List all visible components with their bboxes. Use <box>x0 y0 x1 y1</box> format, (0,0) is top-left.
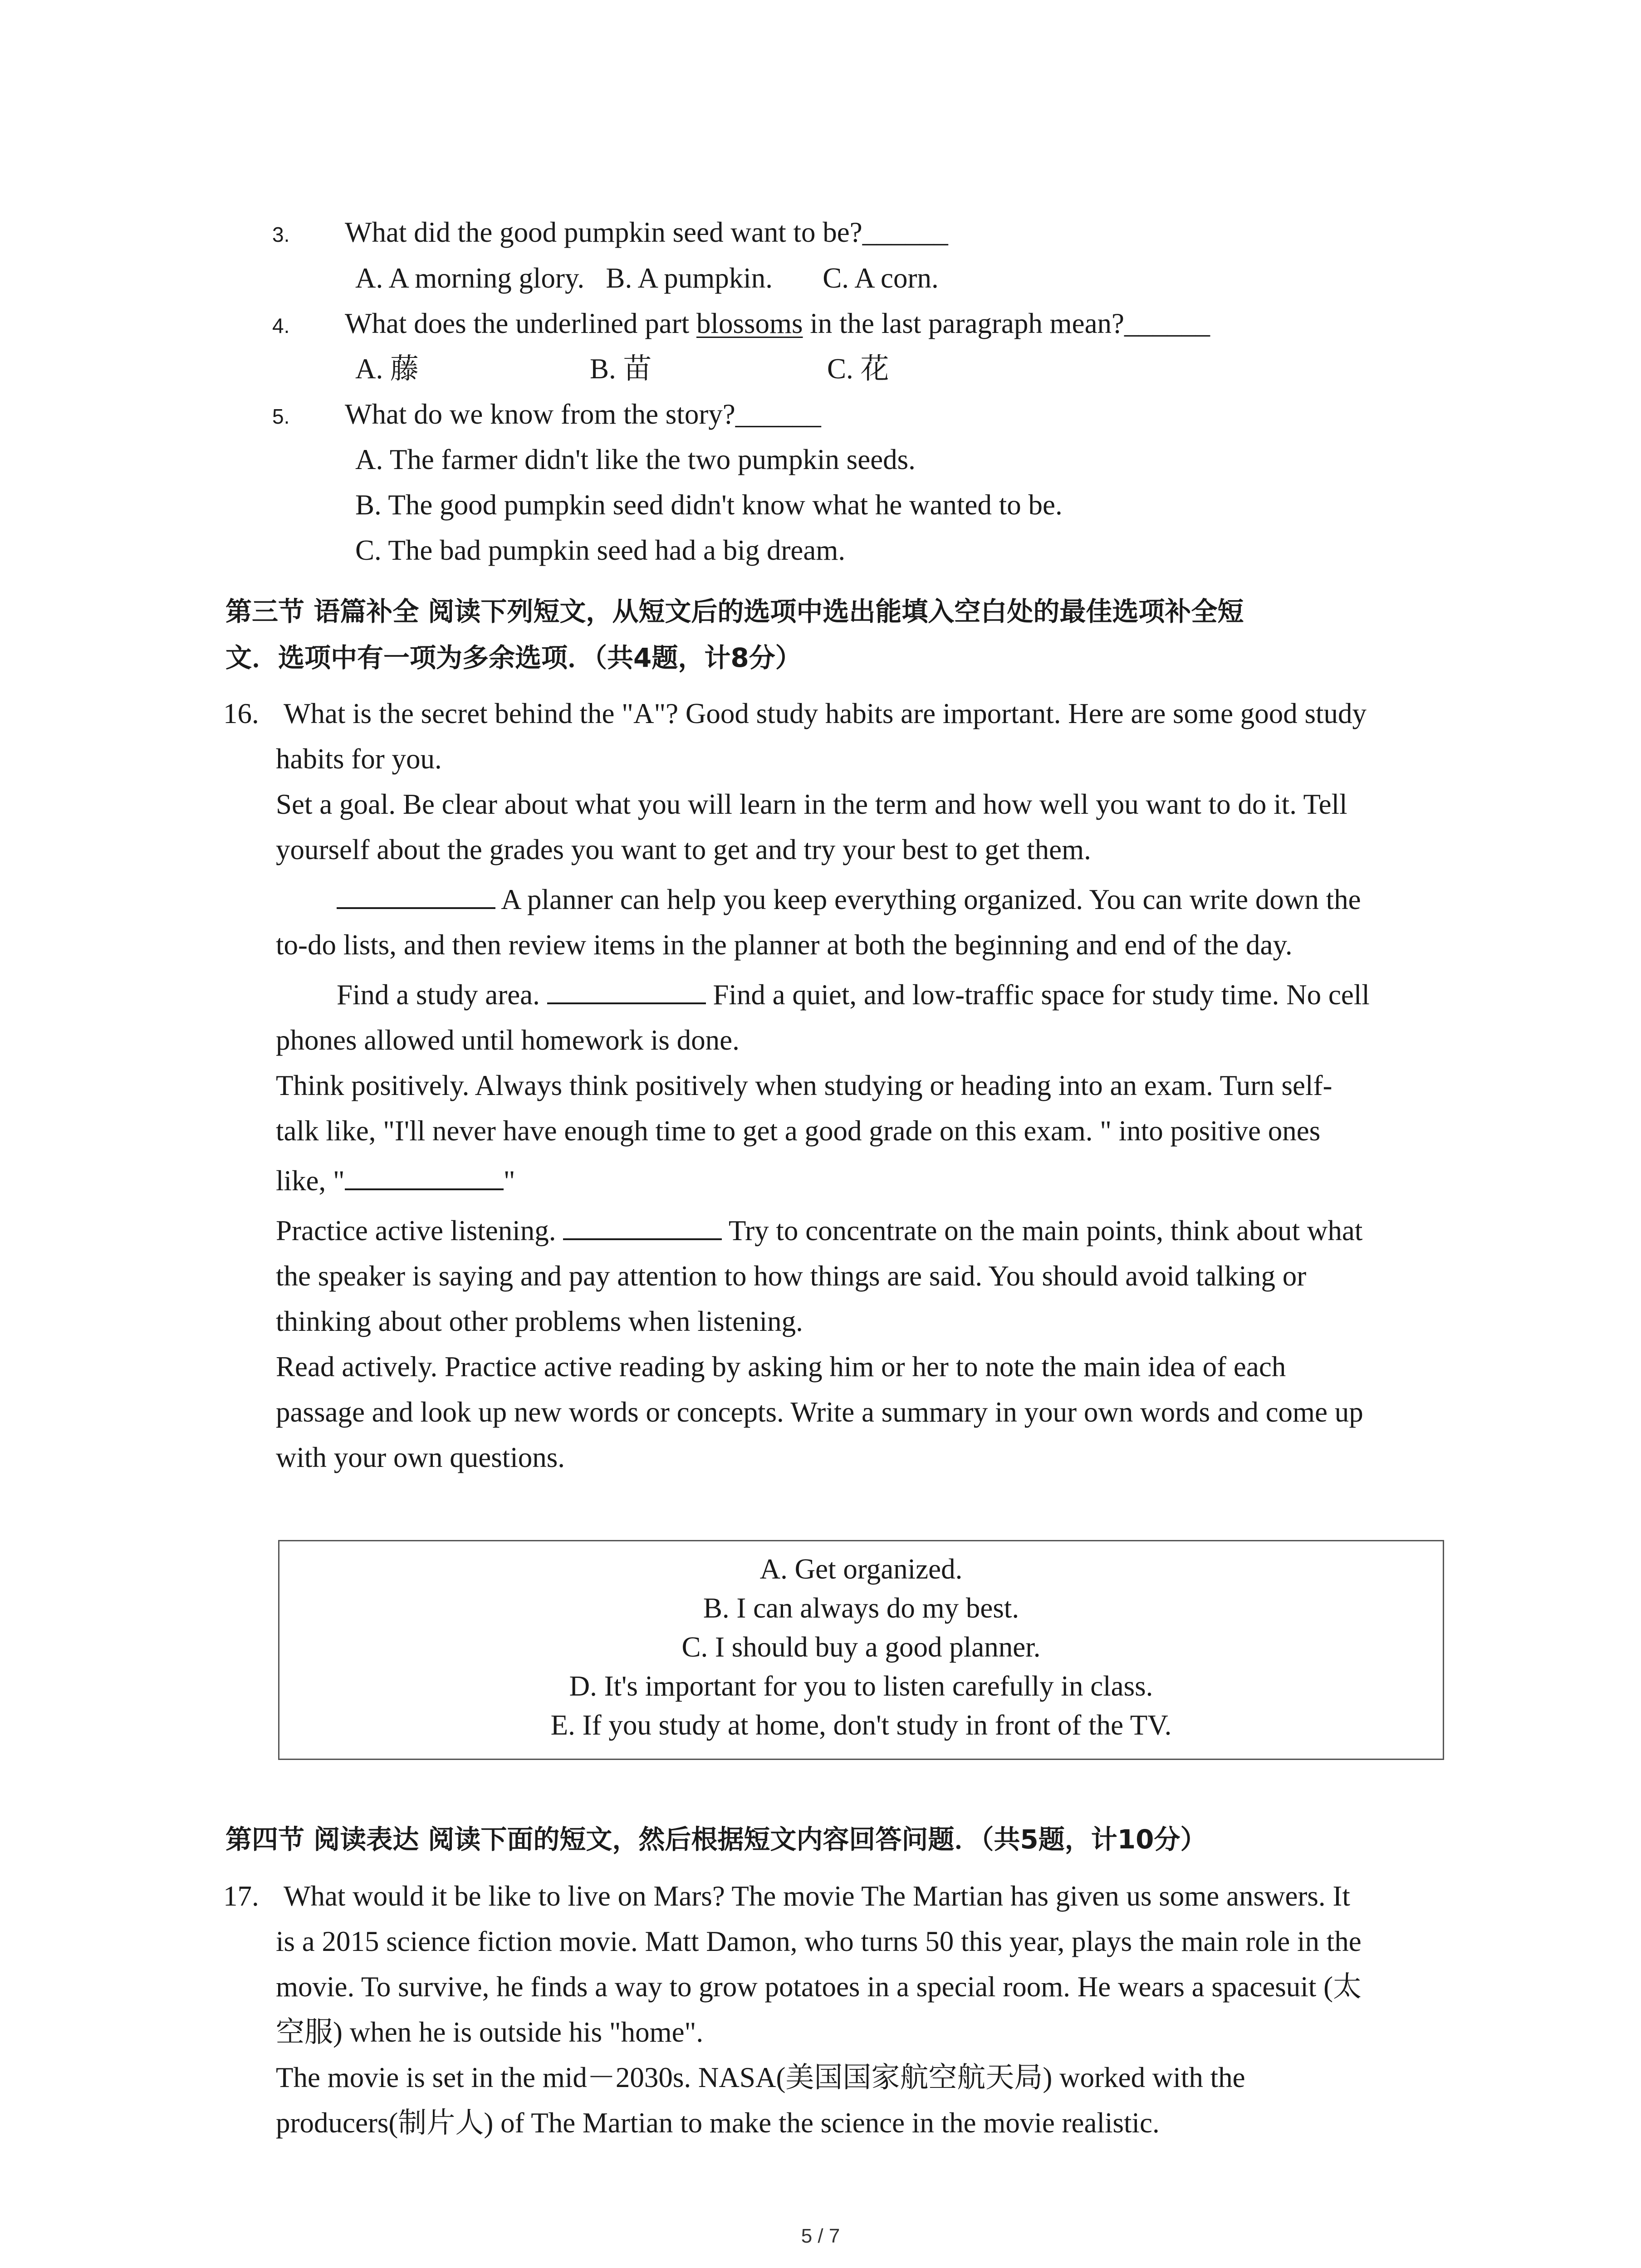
passage-16-number: 16. <box>223 698 259 729</box>
passage-16-line: Read actively. Practice active reading by asking him or her to note the main idea of each <box>276 1351 1286 1383</box>
question-3-text: What did the good pumpkin seed want to be?______ <box>345 216 948 248</box>
passage-16-line: the speaker is saying and pay attention to how things are said. You should avoid talking or <box>276 1260 1307 1292</box>
section-3-heading-line-2: 文．选项中有一项为多余选项．（共4题，计8分） <box>225 642 802 673</box>
question-number: 5. <box>272 405 290 428</box>
passage-16-line: yourself about the grades you want to get and try your best to get them. <box>276 834 1091 865</box>
passage-16-text: Practice active listening. <box>276 1215 563 1246</box>
option-e: E. If you study at home, don't study in front of the TV. <box>550 1709 1172 1741</box>
question-5-text: What do we know from the story?______ <box>345 398 821 430</box>
passage-17-text: ) of The Martian to make the science in the movie realistic. <box>484 2107 1160 2139</box>
answer-blank[interactable] <box>563 1216 722 1240</box>
passage-16-line <box>337 972 1370 1017</box>
passage-16-line: phones allowed until homework is done. <box>276 1024 740 1056</box>
passage-16-text: " <box>503 1165 515 1197</box>
question-4-text-after: in the last paragraph mean?______ <box>803 308 1210 339</box>
passage-16-text: Find a study area. <box>337 979 547 1011</box>
question-5 <box>272 391 289 439</box>
passage-17-line: What would it be like to live on Mars? The movie The Martian has given us some answers. It <box>284 1880 1350 1912</box>
question-4-option-a: A. 藤 <box>355 353 419 385</box>
passage-17-line: is a 2015 science fiction movie. Matt Damon, who turns 50 this year, plays the main role in the <box>276 1926 1362 1957</box>
passage-16-line: thinking about other problems when listening. <box>276 1305 803 1337</box>
passage-16-line: to-do lists, and then review items in the planner at both the beginning and end of the day. <box>276 929 1293 961</box>
passage-16-line: habits for you. <box>276 743 442 775</box>
answer-blank[interactable] <box>345 1166 504 1190</box>
section-3-heading-line-1: 第三节 语篇补全 阅读下列短文，从短文后的选项中选出能填入空白处的最佳选项补全短 <box>225 596 1244 627</box>
passage-17-text: ) worked with the <box>1043 2062 1245 2093</box>
question-3 <box>272 210 289 257</box>
chinese-gloss: 制片人 <box>398 2106 484 2139</box>
answer-blank[interactable] <box>547 980 706 1004</box>
question-4-text <box>345 301 1210 346</box>
passage-17-text: producers( <box>276 2107 398 2139</box>
page-number: 5 / 7 <box>801 2225 840 2247</box>
question-5-option-c: C. The bad pumpkin seed had a big dream. <box>355 534 846 566</box>
passage-16-line <box>276 1158 515 1203</box>
chinese-gloss: 太 <box>1333 1970 1362 2003</box>
question-3-options: A. A morning glory. B. A pumpkin. C. A corn. <box>355 262 939 294</box>
chinese-gloss: 空服 <box>276 2015 333 2048</box>
option-c: C. I should buy a good planner. <box>681 1631 1041 1663</box>
passage-17-line <box>276 2100 1160 2146</box>
passage-16-line <box>337 877 1361 922</box>
passage-16-line: What is the secret behind the "A"? Good study habits are important. Here are some good study <box>284 698 1367 729</box>
passage-16-line: Think positively. Always think positively when studying or heading into an exam. Turn self- <box>276 1070 1332 1101</box>
passage-16-line <box>276 1208 1362 1253</box>
passage-17-number: 17. <box>223 1880 259 1912</box>
passage-17-text: ) when he is outside his "home". <box>333 2016 704 2048</box>
passage-17-line <box>276 2009 703 2055</box>
option-b: B. I can always do my best. <box>703 1592 1019 1624</box>
passage-16-line: talk like, "I'll never have enough time to get a good grade on this exam. " into positive ones <box>276 1115 1321 1147</box>
question-4-option-c: C. 花 <box>827 353 889 385</box>
answer-blank[interactable] <box>337 885 495 909</box>
option-a: A. Get organized. <box>759 1553 963 1585</box>
passage-16-text: Try to concentrate on the main points, think about what <box>722 1215 1363 1246</box>
question-4-text-before: What does the underlined part <box>345 308 696 339</box>
question-number: 4. <box>272 314 290 337</box>
question-5-option-a: A. The farmer didn't like the two pumpkin seeds. <box>355 444 916 475</box>
passage-17-line <box>276 1964 1362 2009</box>
question-number: 3. <box>272 223 290 246</box>
underlined-word: blossoms <box>696 308 803 339</box>
passage-16-text: A planner can help you keep everything organized. You can write down the <box>495 884 1361 915</box>
section-4-heading: 第四节 阅读表达 阅读下面的短文，然后根据短文内容回答问题．（共5题，计10分） <box>225 1824 1207 1855</box>
question-5-option-b: B. The good pumpkin seed didn't know what he wanted to be. <box>355 489 1063 521</box>
passage-16-line: with your own questions. <box>276 1442 565 1473</box>
passage-17-text: The movie is set in the mid－2030s. NASA( <box>276 2062 786 2093</box>
passage-16-line: passage and look up new words or concepts. Write a summary in your own words and come up <box>276 1396 1363 1428</box>
passage-17-text: movie. To survive, he finds a way to grow potatoes in a special room. He wears a spacesuit ( <box>276 1971 1333 2003</box>
option-d: D. It's important for you to listen carefully in class. <box>569 1670 1153 1702</box>
passage-16-text: like, " <box>276 1165 345 1197</box>
options-box <box>278 1540 1444 1760</box>
chinese-gloss: 美国国家航空航天局 <box>785 2061 1043 2094</box>
passage-17-line <box>276 2055 1245 2100</box>
question-4-option-b: B. 苗 <box>590 353 652 385</box>
passage-16-text: Find a quiet, and low-traffic space for study time. No cell <box>705 979 1370 1011</box>
question-4 <box>272 301 289 348</box>
passage-16-line: Set a goal. Be clear about what you will learn in the term and how well you want to do it. Tell <box>276 788 1347 820</box>
